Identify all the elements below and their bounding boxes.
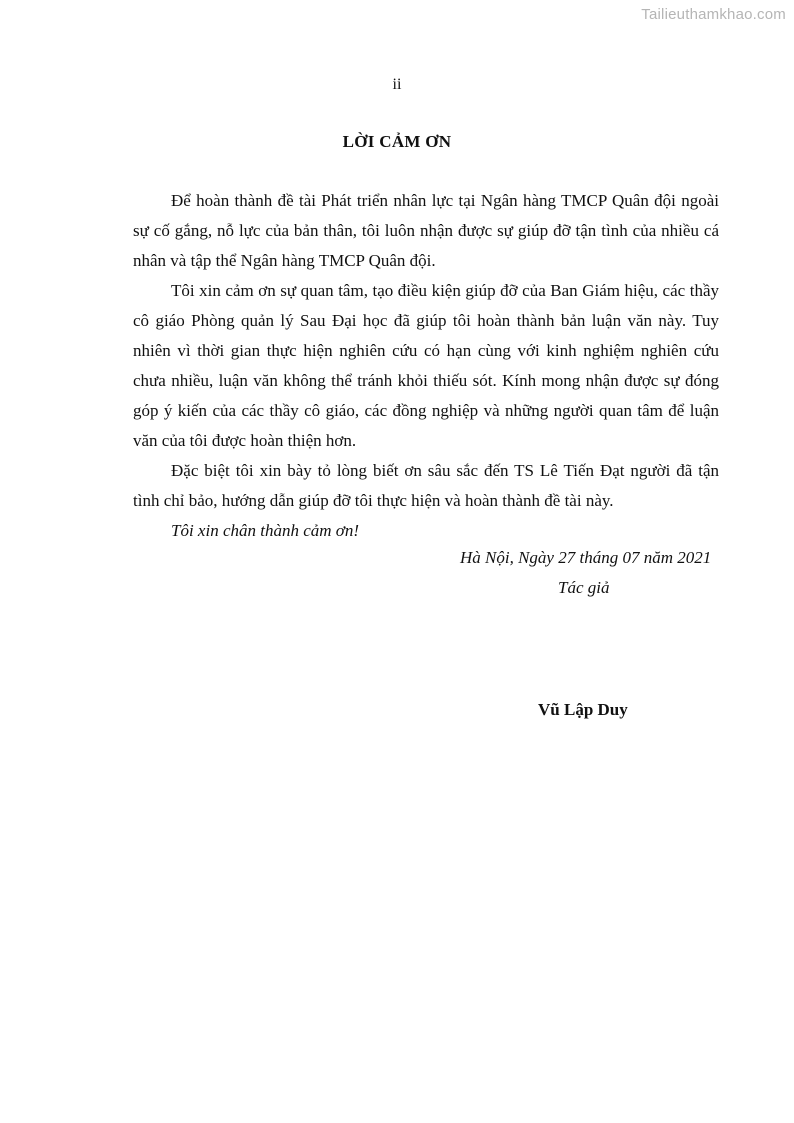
- paragraph-2: Tôi xin cảm ơn sự quan tâm, tạo điều kiện giúp đỡ của Ban Giám hiệu, các thầy cô giáo Phòng quản lý Sau Đại học đã giúp tôi hoàn thành bản luận văn này. Tuy nhiên vì thời gian thực hiện nghiên cứu có hạn cùng với kinh nghiệm nghiên cứu chưa nhiều, luận văn không thể tránh khỏi thiếu sót. Kính mong nhận được sự đóng góp ý kiến của các thầy cô giáo, các đồng nghiệp và những người quan tâm để luận văn của tôi được hoàn thiện hơn.: [133, 281, 719, 450]
- paragraph-3: Đặc biệt tôi xin bày tỏ lòng biết ơn sâu sắc đến TS Lê Tiến Đạt người đã tận tình chỉ bảo, hướng dẫn giúp đỡ tôi thực hiện và hoàn thành đề tài này.: [133, 461, 719, 510]
- author-name: Vũ Lập Duy: [538, 700, 628, 719]
- paragraph-1: Để hoàn thành đề tài Phát triển nhân lực tại Ngân hàng TMCP Quân đội ngoài sự cố gắng, nỗ lực của bản thân, tôi luôn nhận được sự giúp đỡ tận tình của nhiều cá nhân và tập thể Ngân hàng TMCP Quân đội.: [133, 191, 719, 270]
- date-line: Hà Nội, Ngày 27 tháng 07 năm 2021: [460, 548, 712, 567]
- page-title: LỜI CẢM ƠN: [342, 132, 452, 151]
- watermark-text: Tailieuthamkhao.com: [641, 6, 786, 23]
- author-role: Tác giả: [558, 578, 610, 597]
- page-number: ii: [392, 76, 402, 93]
- acknowledgement-body: [133, 186, 719, 546]
- closing-line: Tôi xin chân thành cảm ơn!: [171, 521, 360, 540]
